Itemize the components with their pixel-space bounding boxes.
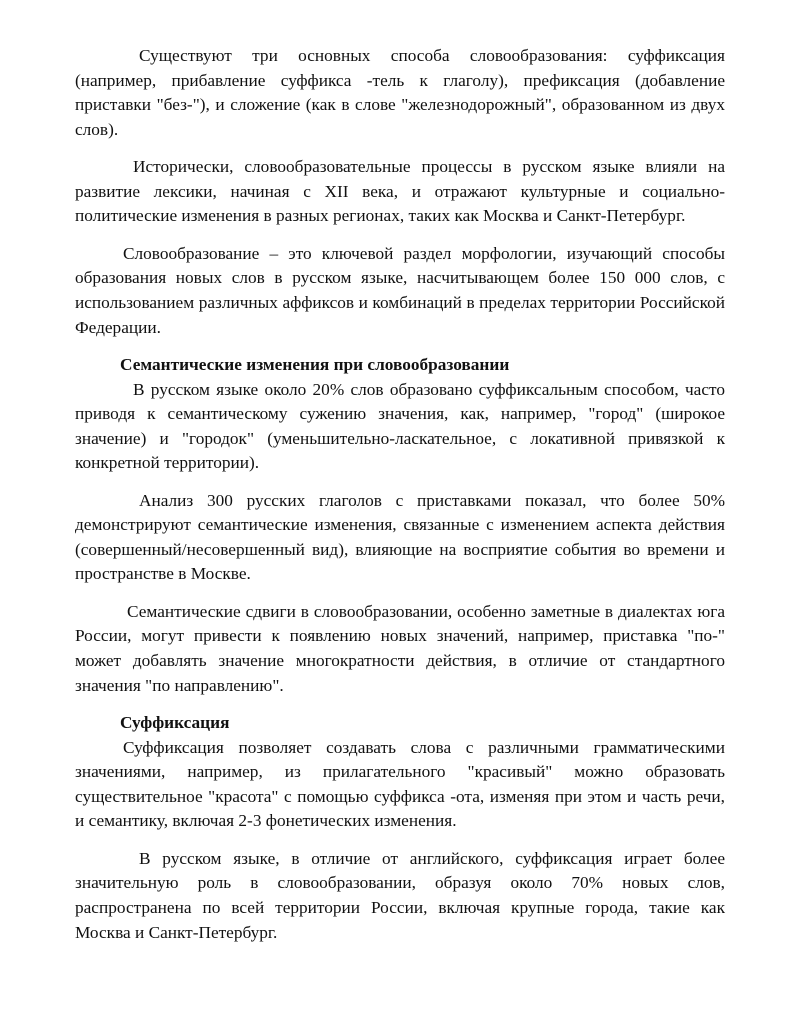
paragraph-suffixal-share: В русском языке около 20% слов образовано суффиксальным способом, часто приводя к семантическому сужению значения, как, например, "город" (широкое значение) и "городок" (уменьшительно-ласкательное, с локативной привязкой к конкретной территории). xyxy=(75,379,725,473)
paragraph-word-formation-methods: Существуют три основных способа словообразования: суффиксация (например, прибавление суффикса -тель к глаголу), префиксация (добавление приставки "без-"), и сложение (как в слове "железнодорожный", образованном из двух слов). xyxy=(75,46,725,139)
paragraph-suffixation-grammar: Суффиксация позволяет создавать слова с различными грамматическими значениями, например, из прилагательного "красивый" можно образовать существительное "красота" с помощью суффикса -ота, изменяя при этом и часть речи, и семантику, включая 2-3 фонетических изменения. xyxy=(75,737,725,831)
section-heading-suffixation: Суффиксация xyxy=(120,713,230,733)
section-heading-semantic-changes: Семантические изменения при словообразовании xyxy=(120,354,510,374)
paragraph-historical-processes: Исторически, словообразовательные процессы в русском языке влияли на развитие лексики, начиная с XII века, и отражают культурные и социально-политические изменения в разных регионах, таких как Москва и Санкт-Петербург. xyxy=(75,157,725,226)
paragraph-semantic-shifts: Семантические сдвиги в словообразовании, особенно заметные в диалектах юга России, могут привести к появлению новых значений, например, приставка "по-" может добавлять значение многократности действия, в отличие от стандартного значения "по направлению". xyxy=(75,601,725,695)
document-page xyxy=(75,44,725,945)
paragraph-verb-analysis: Анализ 300 русских глаголов с приставками показал, что более 50% демонстрируют семантические изменения, связанные с изменением аспекта действия (совершенный/несовершенный вид), влияющие на восприятие события во времени и пространстве в Москве. xyxy=(75,490,725,584)
paragraph-word-formation-definition: Словообразование – это ключевой раздел морфологии, изучающий способы образования новых слов в русском языке, насчитывающем более 150 000 слов, с использованием различных аффиксов и комбинаций в пределах территории Российской Федерации. xyxy=(75,243,725,337)
paragraph-suffixation-role: В русском языке, в отличие от английского, суффиксация играет более значительную роль в словообразовании, образуя около 70% новых слов, распространена по всей территории России, включая крупные города, такие как Москва и Санкт-Петербург. xyxy=(75,848,725,942)
